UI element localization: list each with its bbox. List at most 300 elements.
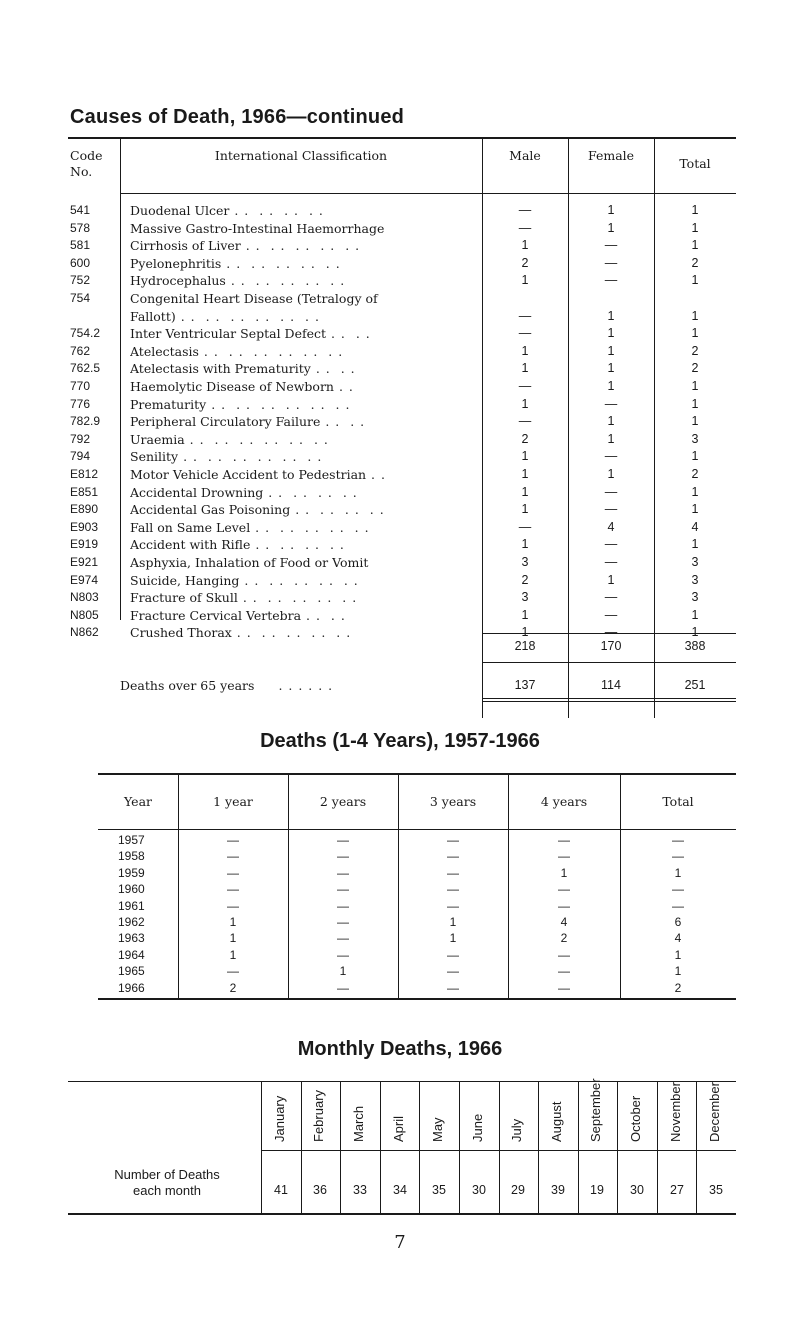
row-classification xyxy=(130,431,480,448)
row-total: 2 xyxy=(691,361,699,376)
young-row-value: — xyxy=(227,898,239,913)
row-code: 600 xyxy=(70,255,91,270)
row-classification xyxy=(130,589,480,606)
row-dots: . . . . . . . . . . xyxy=(231,625,352,641)
header-classification: International Classification xyxy=(214,148,388,163)
row-classification xyxy=(130,396,480,413)
header-male: Male xyxy=(509,148,541,163)
young-row-year: 1961 xyxy=(118,898,145,913)
row-female: — xyxy=(604,273,618,288)
row-dots: . . . . . . . . . . . . xyxy=(206,396,351,412)
young-row-value: — xyxy=(447,980,459,995)
monthly-value: 30 xyxy=(630,1183,644,1197)
rule-h-header xyxy=(120,193,736,194)
monthly-value: 19 xyxy=(590,1183,604,1197)
row-name: Fallott) xyxy=(130,308,176,324)
young-row-year: 1959 xyxy=(118,865,145,880)
row-code: 794 xyxy=(70,449,91,464)
row-total: 1 xyxy=(691,203,699,217)
row-dots: . . . . . . . . xyxy=(263,484,358,500)
young-top-rule xyxy=(98,773,736,775)
table-row xyxy=(68,272,736,289)
table-row xyxy=(68,396,736,413)
young-row-year: 1964 xyxy=(118,947,145,962)
row-name: Cirrhosis of Liver xyxy=(130,238,241,254)
table-row xyxy=(68,413,736,430)
row-name: Asphyxia, Inhalation of Food or Vomit xyxy=(130,555,369,570)
row-code: E812 xyxy=(70,467,99,481)
row-female: 1 xyxy=(607,361,615,376)
row-name: Congenital Heart Disease (Tetralogy of xyxy=(130,291,378,306)
young-row-value: — xyxy=(337,947,349,962)
young-bottom-rule xyxy=(98,998,736,1000)
row-dots: . . . . . . . . xyxy=(290,502,385,518)
page-number: 7 xyxy=(394,1232,406,1253)
row-dots: . . . . xyxy=(326,326,371,342)
young-row-value: 2 xyxy=(229,980,237,995)
row-dots: . . . . . . . . . . xyxy=(225,273,346,289)
young-row-value: 1 xyxy=(229,947,237,962)
table-row xyxy=(68,484,736,501)
row-dots: . . . . . . . . . . . . xyxy=(175,308,320,324)
young-row-value: — xyxy=(447,849,459,864)
row-male: — xyxy=(518,379,532,393)
young-row-value: — xyxy=(447,964,459,979)
young-row-value: — xyxy=(227,865,239,880)
young-row-value: — xyxy=(672,833,684,847)
row-classification xyxy=(130,607,480,624)
row-male: 1 xyxy=(521,537,529,552)
table-row xyxy=(68,554,736,571)
row-dots: . . . . . . . . . . . . xyxy=(184,431,329,447)
young-row-value: — xyxy=(337,882,349,897)
table-row xyxy=(68,589,736,606)
young-row-value: — xyxy=(672,898,684,913)
page-title: Causes of Death, 1966—continued xyxy=(70,106,405,128)
row-code: 770 xyxy=(70,379,91,393)
total-female: 170 xyxy=(600,639,622,653)
row-name: Pyelonephritis xyxy=(130,255,222,271)
row-dots: . . . . . . . . . . xyxy=(221,255,341,271)
row-code: 792 xyxy=(70,431,91,446)
row-classification xyxy=(130,484,480,501)
young-row-value: — xyxy=(558,964,570,979)
row-female: 1 xyxy=(607,572,615,587)
young-row-value: — xyxy=(447,898,459,913)
row-male: — xyxy=(518,220,532,235)
monthly-header-february: February xyxy=(311,1089,326,1142)
monthly-value: 39 xyxy=(551,1183,565,1197)
row-total: 2 xyxy=(691,467,699,481)
young-row-year: 1958 xyxy=(118,849,145,864)
monthly-value: 33 xyxy=(353,1183,367,1197)
row-male: 1 xyxy=(521,449,529,464)
young-row-value: — xyxy=(558,849,570,864)
monthly-header-october: October xyxy=(628,1095,643,1142)
monthly-header-march: March xyxy=(351,1105,366,1142)
row-code: 762.5 xyxy=(70,361,101,376)
row-name: Accident with Rifle xyxy=(130,537,251,553)
young-row-value: 1 xyxy=(449,931,457,946)
row-male: 3 xyxy=(521,590,529,605)
row-code: 541 xyxy=(70,203,91,217)
monthly-header-june: June xyxy=(470,1113,485,1142)
row-dots: . . . . . . . . . . xyxy=(250,519,370,535)
total-male: 218 xyxy=(514,639,536,653)
row-total: 3 xyxy=(691,555,699,569)
young-row-value: 2 xyxy=(674,980,682,995)
table-row xyxy=(68,343,736,360)
row-dots: . . . . . . . . . . . . xyxy=(178,449,323,465)
row-dots: . . xyxy=(333,379,354,394)
row-code: 754 xyxy=(70,291,91,305)
row-classification xyxy=(130,448,480,465)
row-code: 776 xyxy=(70,396,91,411)
young-row-value: — xyxy=(227,964,239,979)
table-row xyxy=(68,572,736,589)
row-total: 1 xyxy=(691,502,699,517)
young-row-value: 1 xyxy=(229,915,237,929)
row-total: 1 xyxy=(691,238,699,253)
row-classification xyxy=(130,255,480,272)
young-row-year: 1962 xyxy=(118,915,145,929)
row-female: — xyxy=(604,555,618,569)
young-row-value: 1 xyxy=(560,865,568,880)
rule-h-totals xyxy=(482,633,736,634)
row-name: Atelectasis with Prematurity xyxy=(130,361,311,377)
row-total: 1 xyxy=(691,273,699,288)
row-name: Suicide, Hanging xyxy=(130,572,240,588)
monthly-header-january: January xyxy=(272,1095,287,1142)
row-female: 1 xyxy=(607,343,615,358)
row-male: — xyxy=(518,519,532,534)
row-female: — xyxy=(604,238,618,253)
row-dots: . . . . . . . . . . . . xyxy=(198,343,344,359)
row-female: 1 xyxy=(607,326,615,341)
young-row-value: — xyxy=(337,898,349,913)
rule-h-over65-bottom-2 xyxy=(482,701,736,702)
row-total: 1 xyxy=(691,396,699,411)
row-male: 1 xyxy=(521,502,529,517)
young-row-value: — xyxy=(672,849,684,864)
row-classification xyxy=(130,325,480,342)
row-total: 2 xyxy=(691,255,699,270)
row-classification xyxy=(130,554,480,571)
young-row-value: 4 xyxy=(560,915,568,929)
table-row xyxy=(68,536,736,553)
row-total: 3 xyxy=(691,572,699,587)
table-row xyxy=(68,220,736,237)
row-male: 1 xyxy=(521,343,529,358)
row-total: 1 xyxy=(691,449,699,464)
table-row xyxy=(68,308,736,325)
row-female: — xyxy=(604,590,618,605)
row-code: E919 xyxy=(70,537,99,552)
row-total: 3 xyxy=(691,590,699,605)
row-male: 3 xyxy=(521,555,529,569)
row-male: 1 xyxy=(521,238,529,253)
monthly-value: 35 xyxy=(432,1183,446,1197)
row-name: Accidental Drowning xyxy=(130,484,264,500)
young-row-value: 1 xyxy=(674,865,682,880)
monthly-header-november: November xyxy=(668,1082,683,1142)
young-row-value: — xyxy=(227,833,239,847)
row-classification xyxy=(130,343,480,360)
table-row xyxy=(68,448,736,465)
row-female: 1 xyxy=(607,379,615,393)
row-female: — xyxy=(604,607,618,622)
row-female: — xyxy=(604,537,618,552)
monthly-row-label xyxy=(72,1167,262,1199)
row-male: 2 xyxy=(521,572,529,587)
row-code: E890 xyxy=(70,502,99,517)
monthly-value: 36 xyxy=(313,1183,327,1197)
young-row-value: 1 xyxy=(674,964,682,979)
row-male: — xyxy=(518,326,532,341)
row-code: 782.9 xyxy=(70,414,101,429)
row-classification xyxy=(130,308,480,325)
row-classification xyxy=(130,413,480,430)
row-code: E851 xyxy=(70,484,99,499)
row-name: Atelectasis xyxy=(130,343,199,359)
young-row-year: 1965 xyxy=(118,964,145,979)
monthly-header-may: May xyxy=(430,1117,445,1142)
young-row-value: — xyxy=(337,915,349,929)
young-row-value: — xyxy=(558,833,570,847)
table-row xyxy=(68,501,736,518)
row-dots: . . . . . . . . . . xyxy=(239,572,359,588)
row-classification xyxy=(130,378,480,395)
row-code: E921 xyxy=(70,555,99,569)
young-row-value: — xyxy=(558,947,570,962)
young-row-value: — xyxy=(558,882,570,897)
table-row xyxy=(68,255,736,272)
row-male: 1 xyxy=(521,607,529,622)
young-row-value: — xyxy=(337,865,349,880)
young-row-value: — xyxy=(337,980,349,995)
row-code: 578 xyxy=(70,220,91,235)
young-row-value: — xyxy=(227,882,239,897)
row-total: 1 xyxy=(691,379,699,393)
young-header-cell: Total xyxy=(662,794,694,809)
row-classification xyxy=(130,290,480,307)
row-male: 1 xyxy=(521,396,529,411)
row-male: — xyxy=(518,308,532,323)
row-name: Motor Vehicle Accident to Pedestrian xyxy=(130,467,367,482)
row-male: 1 xyxy=(521,273,529,288)
young-row-value: 1 xyxy=(339,964,347,979)
row-classification xyxy=(130,202,480,219)
young-row-value: — xyxy=(447,947,459,962)
row-name: Accidental Gas Poisoning xyxy=(130,502,291,518)
row-female: — xyxy=(604,396,618,411)
young-header-cell: 2 years xyxy=(319,794,367,809)
young-row-value: — xyxy=(672,882,684,897)
young-row-value: 1 xyxy=(449,915,457,929)
young-row-year: 1963 xyxy=(118,931,145,946)
row-total: 1 xyxy=(691,220,699,235)
row-total: 1 xyxy=(691,326,699,341)
over65-total: 251 xyxy=(684,678,706,692)
row-total: 1 xyxy=(691,484,699,499)
row-name: Crushed Thorax xyxy=(130,625,232,641)
young-header-cell: 4 years xyxy=(540,794,588,809)
table-row xyxy=(68,466,736,483)
young-row-value: — xyxy=(227,849,239,864)
total-total: 388 xyxy=(684,639,706,653)
monthly-value: 41 xyxy=(274,1183,288,1197)
row-male: 1 xyxy=(521,361,529,376)
monthly-value: 27 xyxy=(670,1183,684,1197)
row-female: 1 xyxy=(607,414,615,429)
table-row xyxy=(68,519,736,536)
young-row-value: — xyxy=(447,882,459,897)
table-row xyxy=(68,360,736,377)
row-dots: . . . . . . . . xyxy=(250,537,345,553)
row-male: 2 xyxy=(521,431,529,446)
row-name: Fall on Same Level xyxy=(130,519,251,535)
row-classification xyxy=(130,536,480,553)
row-male: — xyxy=(518,203,532,217)
monthly-top-rule xyxy=(68,1081,736,1082)
monthly-header-august: August xyxy=(549,1101,564,1142)
row-dots: . . xyxy=(366,467,386,482)
row-total: 1 xyxy=(691,607,699,622)
row-male: 1 xyxy=(521,467,529,481)
over65-label xyxy=(120,678,333,693)
row-code: E903 xyxy=(70,519,99,534)
over65-male: 137 xyxy=(514,678,536,692)
monthly-value: 35 xyxy=(709,1183,723,1197)
monthly-title: Monthly Deaths, 1966 xyxy=(297,1038,503,1060)
monthly-header-december: December xyxy=(707,1082,722,1142)
row-code: 754.2 xyxy=(70,326,101,341)
monthly-bottom-rule xyxy=(68,1213,736,1215)
row-male: 1 xyxy=(521,484,529,499)
young-row-value: 2 xyxy=(560,931,568,946)
young-row-value: — xyxy=(558,980,570,995)
young-header-cell: 3 years xyxy=(429,794,477,809)
row-female: — xyxy=(604,484,618,499)
row-name: Inter Ventricular Septal Defect xyxy=(130,326,327,342)
row-name: Haemolytic Disease of Newborn xyxy=(130,379,334,394)
row-classification xyxy=(130,360,480,377)
row-name: Prematurity xyxy=(130,396,207,412)
header-code: Code No. xyxy=(70,148,103,179)
monthly-value: 29 xyxy=(511,1183,525,1197)
young-row-value: — xyxy=(447,865,459,880)
row-code: N862 xyxy=(70,625,99,640)
row-female: 1 xyxy=(607,467,615,481)
row-female: 1 xyxy=(607,308,615,323)
row-dots: . . . . xyxy=(310,361,356,377)
row-code: 752 xyxy=(70,273,91,288)
young-row-value: — xyxy=(337,931,349,946)
row-male: 2 xyxy=(521,255,529,270)
row-dots: . . . . . . . . xyxy=(229,203,324,218)
row-male: — xyxy=(518,414,532,429)
row-total: 4 xyxy=(691,519,699,534)
row-name: Hydrocephalus xyxy=(130,273,226,289)
over65-label-text: Deaths over 65 years xyxy=(120,678,255,693)
row-classification xyxy=(130,220,480,237)
rule-h-over65-bottom xyxy=(482,698,736,699)
young-row-year: 1960 xyxy=(118,882,145,897)
header-female: Female xyxy=(587,148,635,163)
row-classification xyxy=(130,572,480,589)
row-dots: . . . . xyxy=(320,414,366,430)
row-code: N803 xyxy=(70,590,99,605)
row-dots: . . . . . . . . . . xyxy=(240,238,361,254)
young-header-rule xyxy=(98,829,736,830)
table-row xyxy=(68,431,736,448)
row-female: — xyxy=(604,449,618,464)
monthly-row-label-line2: each month xyxy=(133,1183,201,1198)
row-name: Uraemia xyxy=(130,431,185,447)
rule-h-over65 xyxy=(482,662,736,663)
young-row-value: 1 xyxy=(674,947,682,962)
monthly-value: 30 xyxy=(472,1183,486,1197)
row-total: 3 xyxy=(691,431,699,446)
row-total: 1 xyxy=(691,308,699,323)
young-header-cell: Year xyxy=(124,794,152,809)
row-female: — xyxy=(604,502,618,517)
row-name: Fracture Cervical Vertebra xyxy=(130,607,302,623)
row-code: N805 xyxy=(70,607,99,622)
monthly-header-july: July xyxy=(509,1118,524,1142)
row-female: 1 xyxy=(607,203,615,217)
row-total: 2 xyxy=(691,343,699,358)
row-classification xyxy=(130,519,480,536)
young-row-value: 4 xyxy=(674,931,682,946)
row-female: 4 xyxy=(607,519,615,534)
over65-female: 114 xyxy=(601,678,621,692)
row-classification xyxy=(130,237,480,254)
row-name: Massive Gastro-Intestinal Haemorrhage xyxy=(130,220,385,236)
table-row xyxy=(68,202,736,219)
young-header-cell: 1 year xyxy=(213,794,253,809)
young-row-value: — xyxy=(447,833,459,847)
row-dots: . . . . . . . . . . xyxy=(237,590,358,606)
young-row-value: — xyxy=(337,833,349,847)
monthly-row-label-line1: Number of Deaths xyxy=(114,1167,220,1182)
row-female: 1 xyxy=(607,431,615,446)
row-female: — xyxy=(604,255,618,270)
monthly-header-april: April xyxy=(391,1115,406,1142)
table-row xyxy=(68,325,736,342)
row-total: 1 xyxy=(691,537,699,552)
monthly-header-september: September xyxy=(588,1078,603,1142)
young-title: Deaths (1-4 Years), 1957-1966 xyxy=(260,730,540,752)
table-top-rule xyxy=(68,137,736,139)
table-row xyxy=(68,290,736,307)
row-total: 1 xyxy=(691,414,699,429)
row-dots: . . . . xyxy=(301,607,346,623)
row-name: Peripheral Circulatory Failure xyxy=(130,414,321,430)
row-classification xyxy=(130,466,480,483)
young-row-year: 1957 xyxy=(118,833,145,847)
young-row-year: 1966 xyxy=(118,980,145,995)
row-name: Duodenal Ulcer xyxy=(130,203,230,218)
young-row-value: — xyxy=(558,898,570,913)
table-row xyxy=(68,607,736,624)
young-row-value: 1 xyxy=(229,931,237,946)
monthly-value: 34 xyxy=(393,1183,407,1197)
over65-dots: . . . . . . xyxy=(278,678,334,693)
row-name: Senility xyxy=(130,449,179,465)
row-code: 581 xyxy=(70,238,91,253)
row-classification xyxy=(130,624,480,641)
